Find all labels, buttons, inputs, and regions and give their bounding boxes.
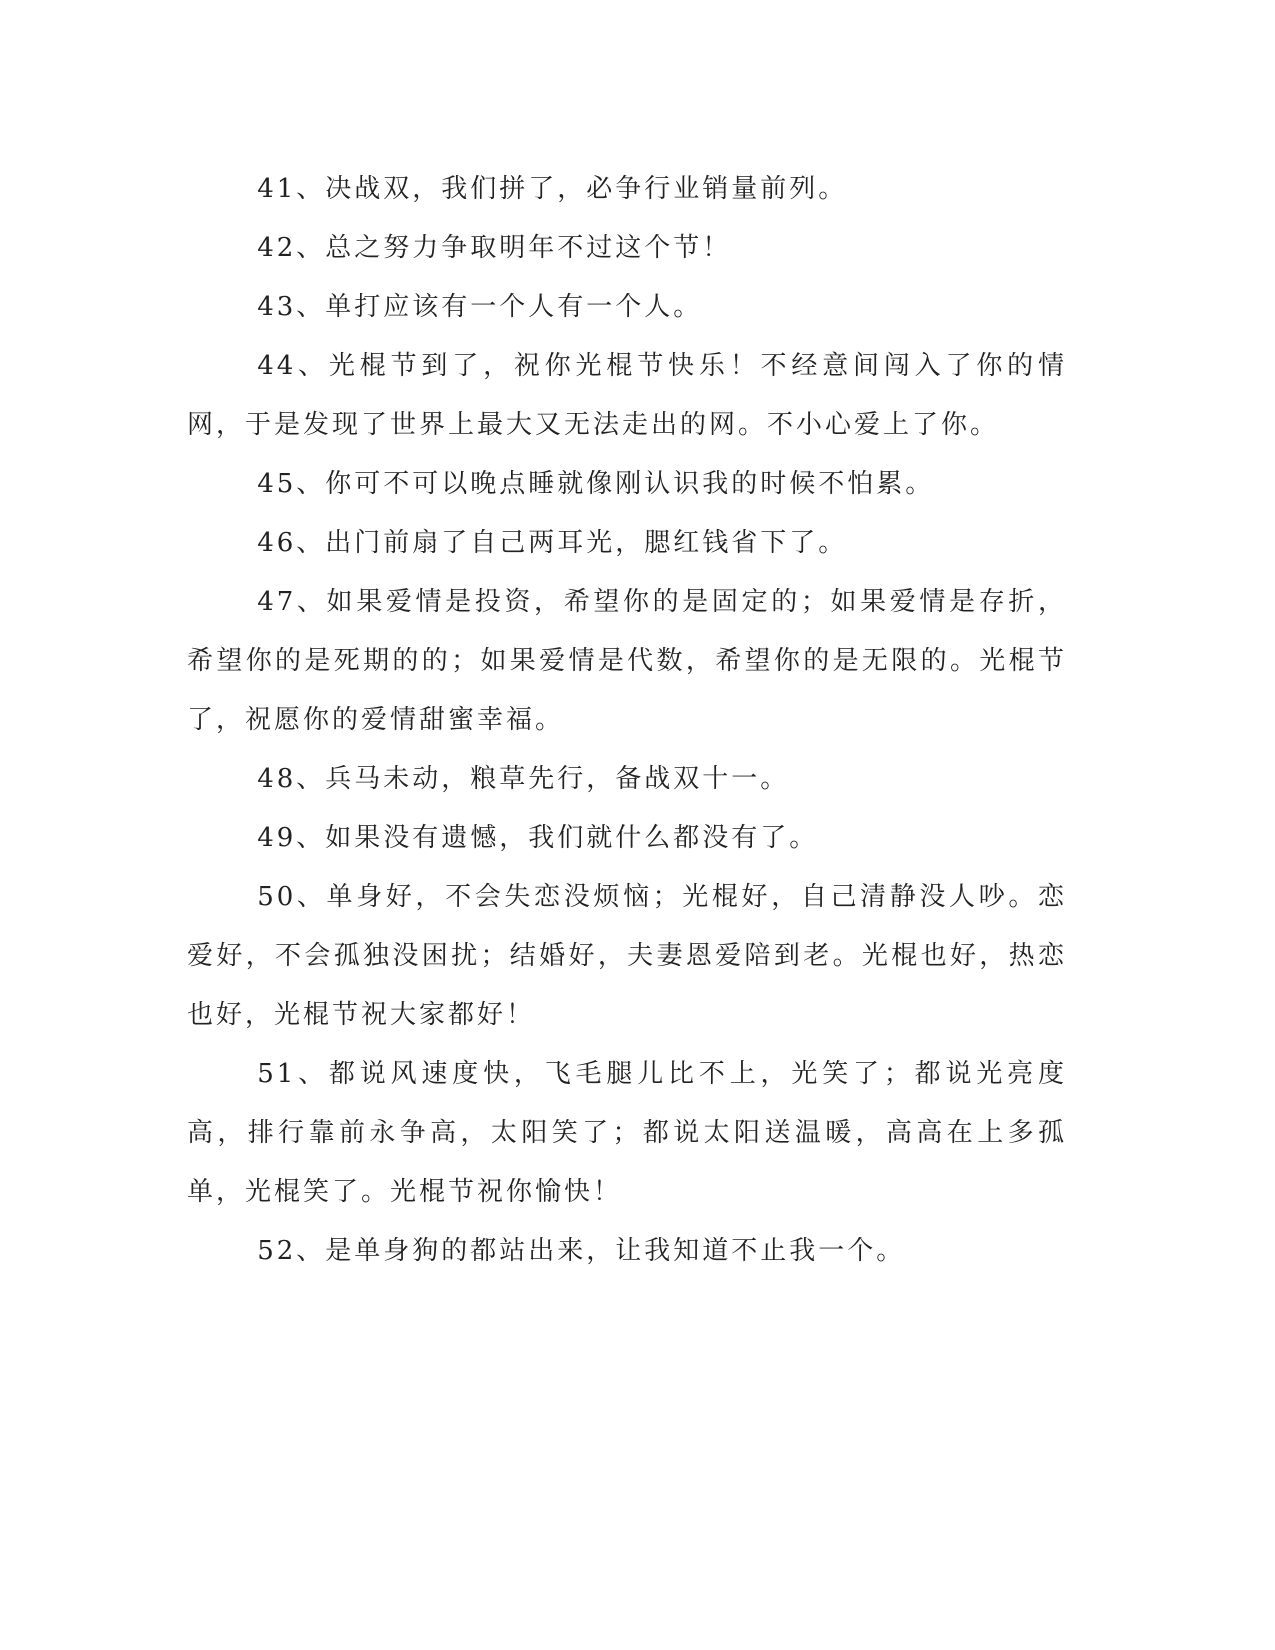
- paragraph-47: 47、如果爱情是投资，希望你的是固定的；如果爱情是存折，希望你的是死期的的；如果爱情是代数，希望你的是无限的。光棍节了，祝愿你的爱情甜蜜幸福。: [187, 587, 1067, 735]
- paragraph-43: 43、单打应该有一个人有一个人。: [257, 292, 703, 322]
- paragraph-49: 49、如果没有遗憾，我们就什么都没有了。: [257, 823, 819, 853]
- paragraph-50: 50、单身好，不会失恋没烦恼；光棍好，自己清静没人吵。恋爱好，不会孤独没困扰；结婚好，夫妻恩爱陪到老。光棍也好，热恋也好，光棍节祝大家都好！: [187, 882, 1067, 1030]
- paragraph-45: 45、你可不可以晚点睡就像刚认识我的时候不怕累。: [257, 469, 935, 499]
- document-body: [187, 160, 1067, 1281]
- paragraph-51: 51、都说风速度快，飞毛腿儿比不上，光笑了；都说光亮度高，排行靠前永争高，太阳笑了；都说太阳送温暖，高高在上多孤单，光棍笑了。光棍节祝你愉快！: [187, 1059, 1067, 1207]
- paragraph-48: 48、兵马未动，粮草先行，备战双十一。: [257, 764, 790, 794]
- paragraph-41: 41、决战双，我们拼了，必争行业销量前列。: [257, 174, 848, 204]
- paragraph-46: 46、出门前扇了自己两耳光，腮红钱省下了。: [257, 528, 848, 558]
- paragraph-52: 52、是单身狗的都站出来，让我知道不止我一个。: [257, 1236, 906, 1266]
- paragraph-42: 42、总之努力争取明年不过这个节！: [257, 233, 732, 263]
- paragraph-44: 44、光棍节到了，祝你光棍节快乐！不经意间闯入了你的情网，于是发现了世界上最大又无法走出的网。不小心爱上了你。: [187, 351, 1067, 440]
